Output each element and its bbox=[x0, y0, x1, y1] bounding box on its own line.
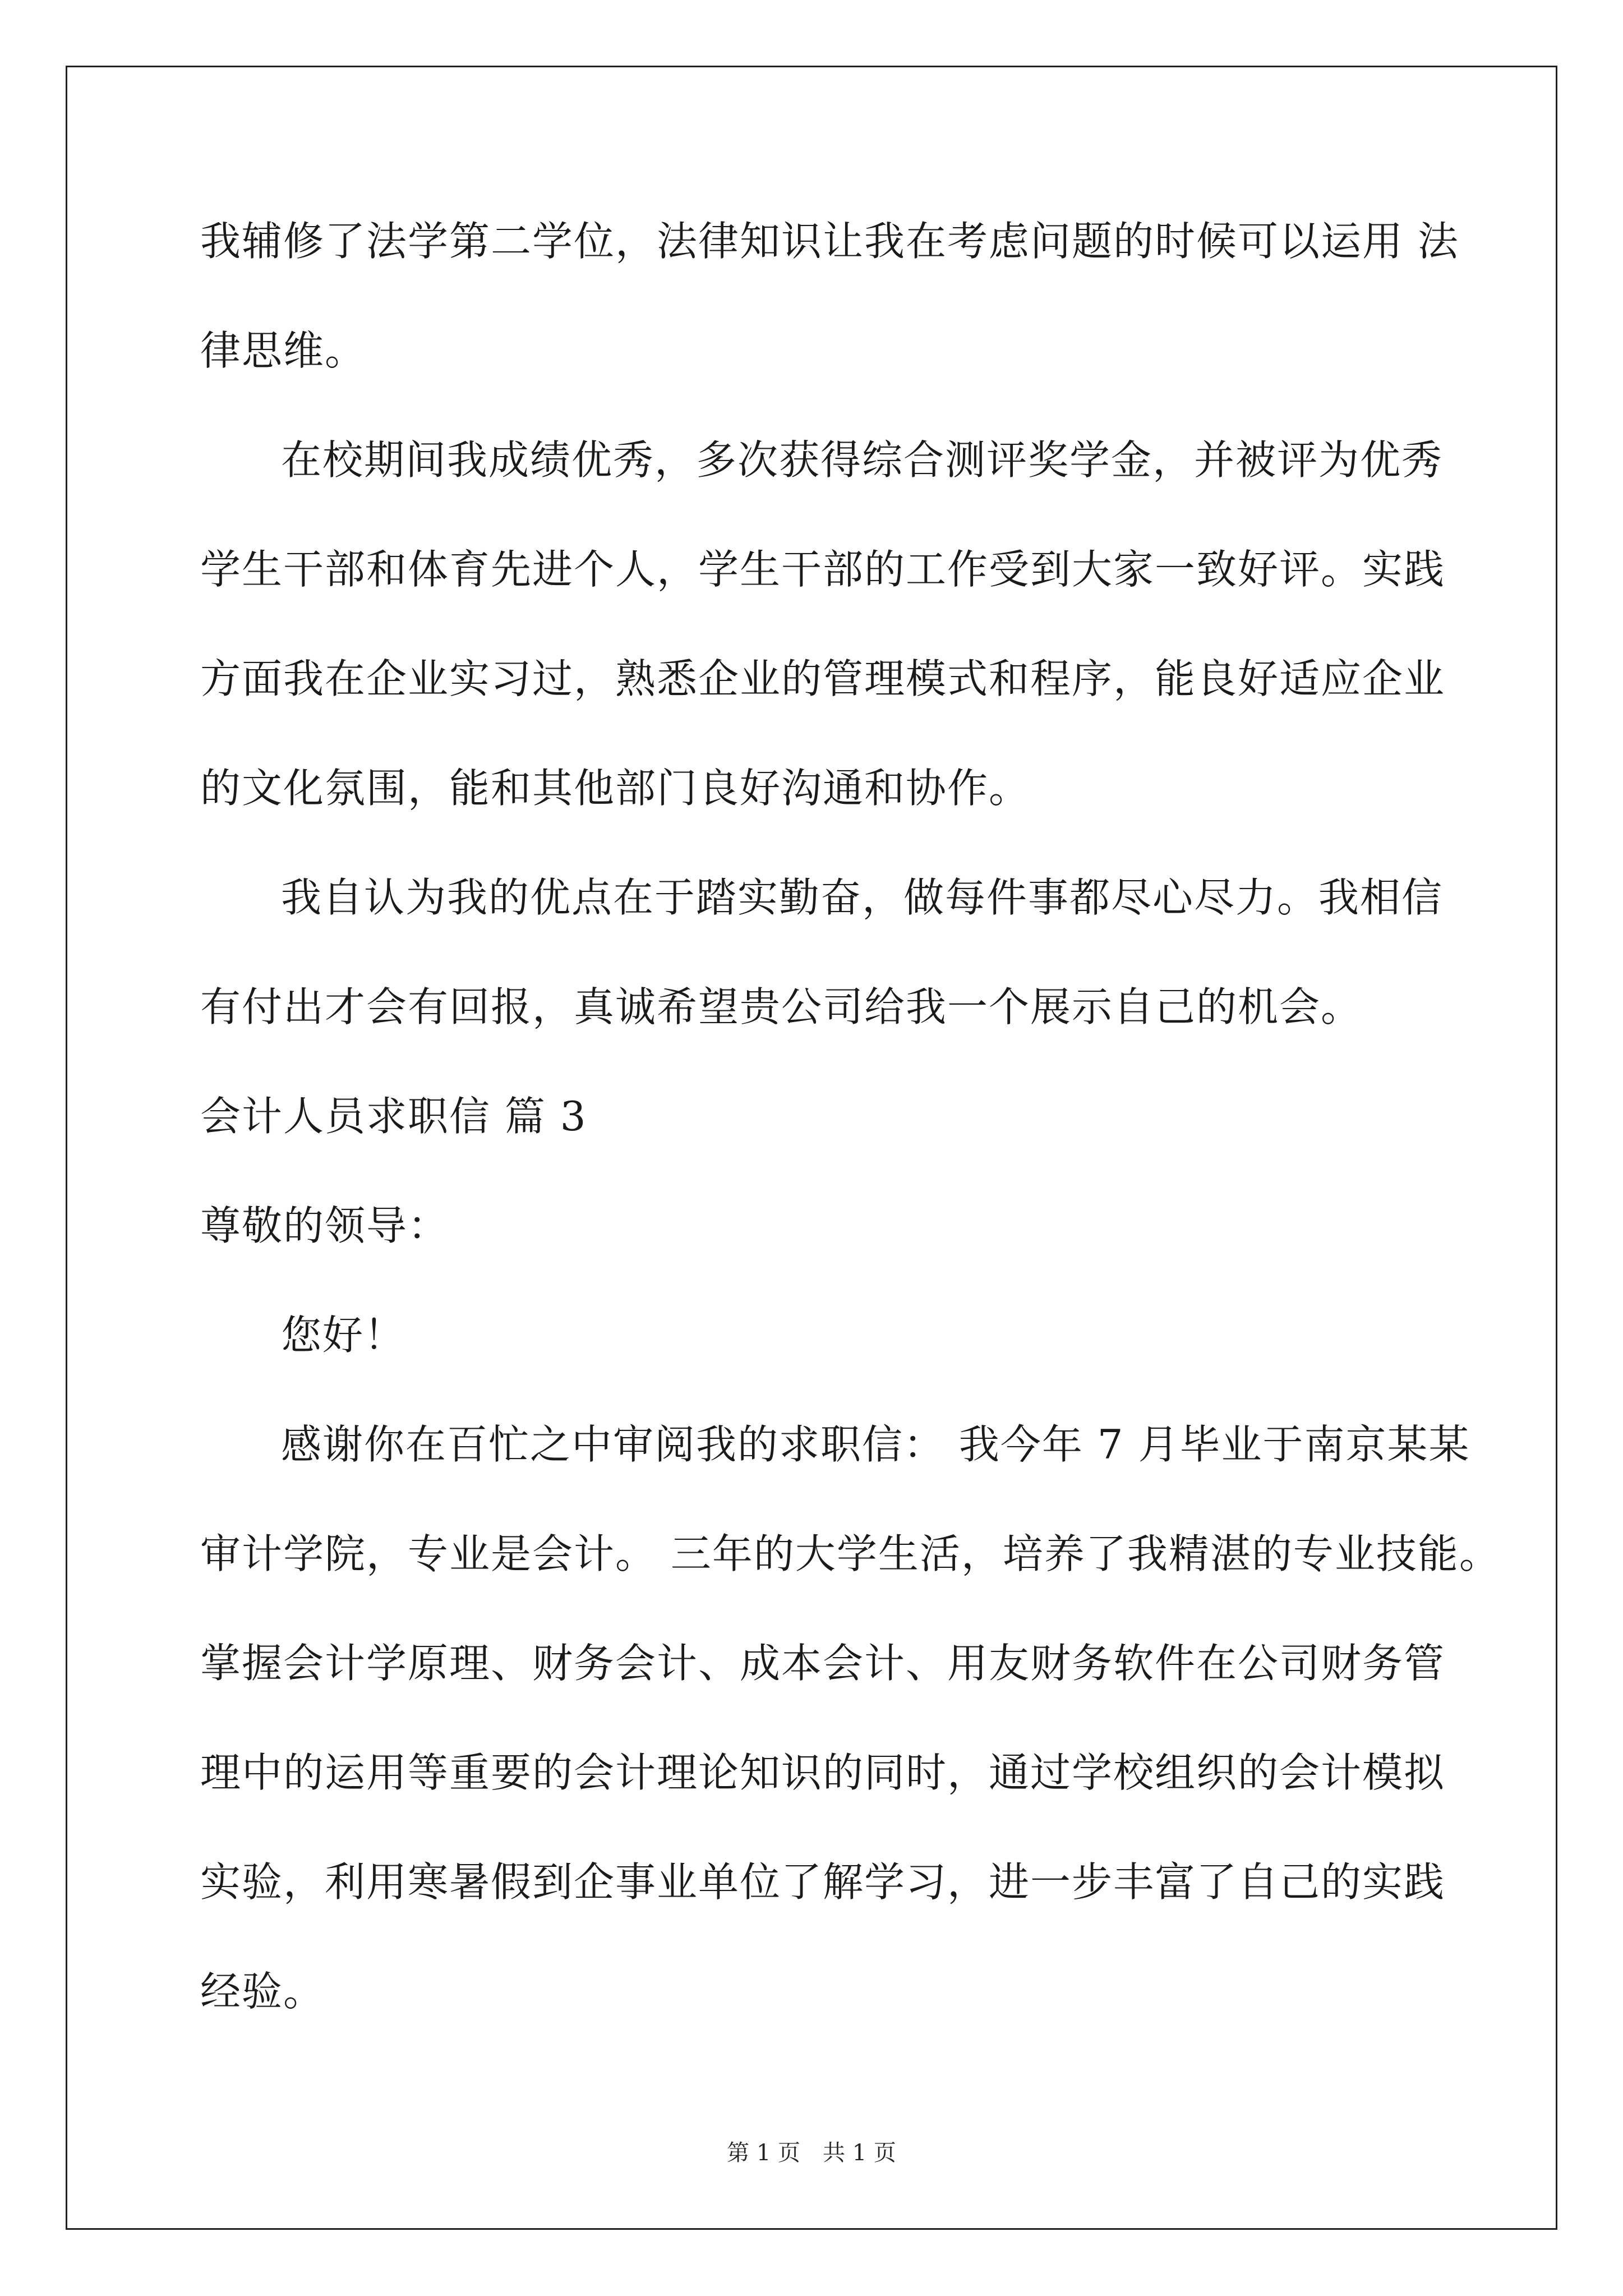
paragraph-line: 我自认为我的优点在于踏实勤奋，做每件事都尽心尽力。我相信 bbox=[281, 874, 1444, 921]
paragraph-line: 实验，利用寒暑假到企事业单位了解学习，进一步丰富了自己的实践 bbox=[200, 1858, 1446, 1906]
paragraph-line: 经验。 bbox=[200, 1968, 325, 2015]
page-number: 第 1 页 bbox=[727, 2140, 800, 2166]
paragraph-line: 方面我在企业实习过，熟悉企业的管理模式和程序，能良好适应企业 bbox=[200, 655, 1446, 702]
paragraph-line: 在校期间我成绩优秀，多次获得综合测评奖学金，并被评为优秀 bbox=[281, 436, 1444, 484]
page-total: 共 1 页 bbox=[823, 2140, 896, 2166]
paragraph-line: 我辅修了法学第二学位，法律知识让我在考虑问题的时候可以运用 法 bbox=[200, 218, 1459, 265]
paragraph-line: 理中的运用等重要的会计理论知识的同时，通过学校组织的会计模拟 bbox=[200, 1749, 1446, 1796]
section-heading: 会计人员求职信 篇 3 bbox=[200, 1093, 587, 1140]
paragraph-line: 的文化氛围，能和其他部门良好沟通和协作。 bbox=[200, 765, 1031, 812]
paragraph-line: 律思维。 bbox=[200, 327, 367, 374]
salutation: 尊敬的领导： bbox=[200, 1202, 450, 1249]
paragraph-line: 掌握会计学原理、财务会计、成本会计、用友财务软件在公司财务管 bbox=[200, 1640, 1446, 1687]
paragraph-line: 审计学院，专业是会计。 三年的大学生活，培养了我精湛的专业技能。 bbox=[200, 1530, 1501, 1577]
paragraph-line: 感谢你在百忙之中审阅我的求职信： 我今年 7 月毕业于南京某某 bbox=[281, 1421, 1470, 1468]
page-footer bbox=[0, 2136, 1623, 2170]
paragraph-line: 学生干部和体育先进个人，学生干部的工作受到大家一致好评。实践 bbox=[200, 546, 1446, 593]
paragraph-line: 有付出才会有回报，真诚希望贵公司给我一个展示自己的机会。 bbox=[200, 983, 1363, 1030]
greeting: 您好！ bbox=[281, 1312, 406, 1359]
